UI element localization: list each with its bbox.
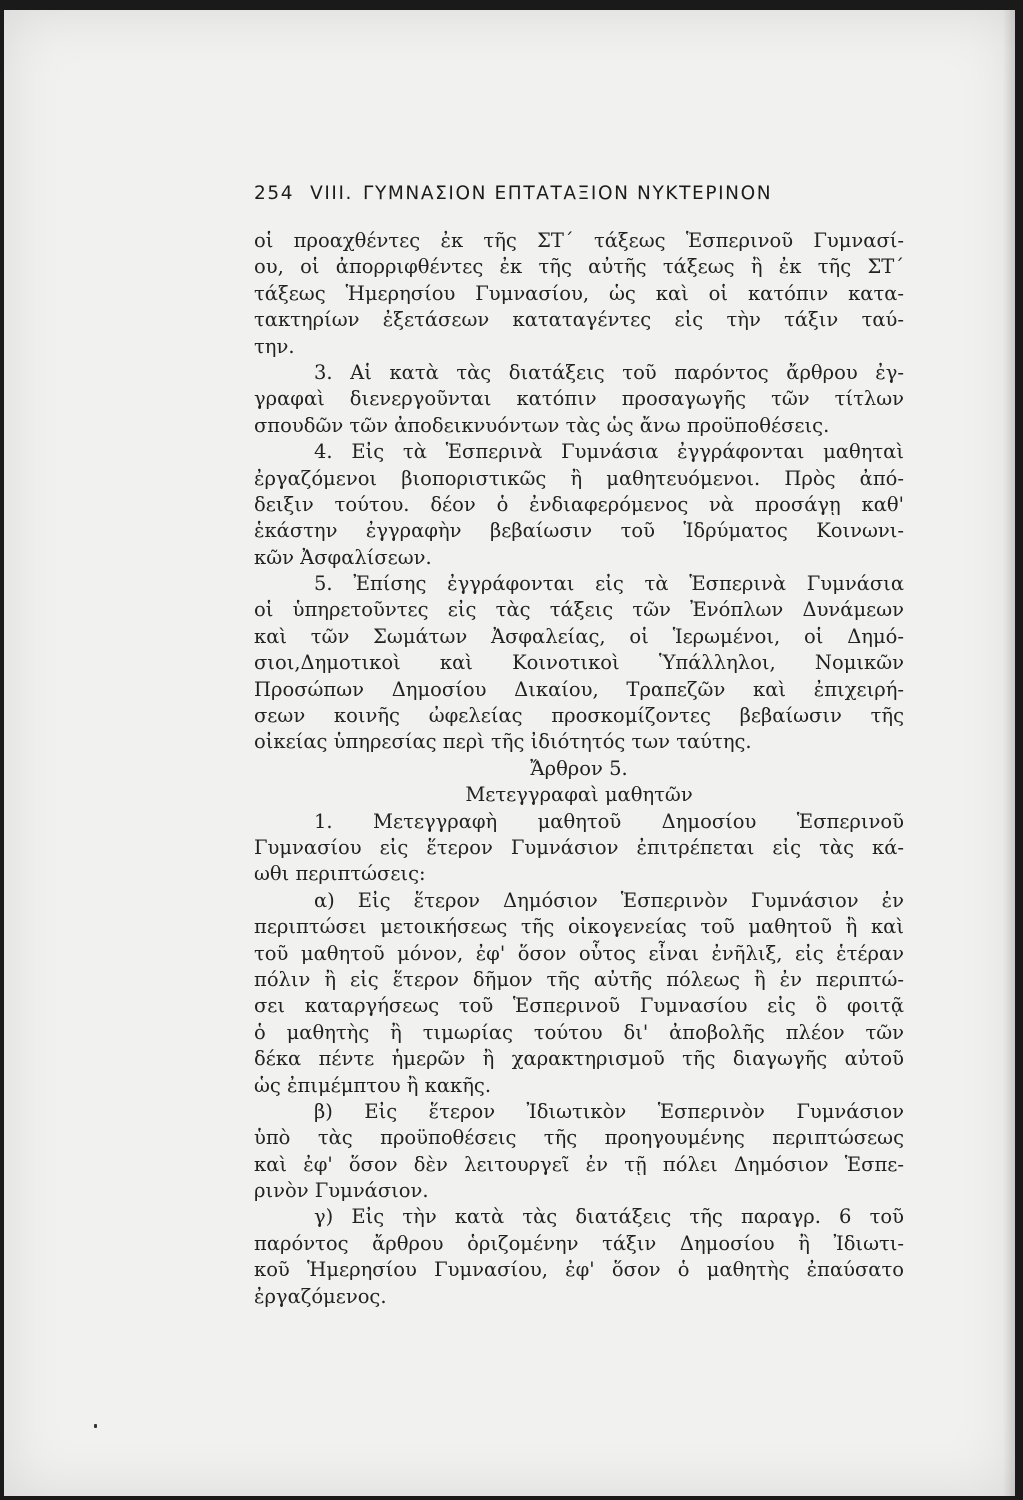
text-line: τακτηρίων ἐξετάσεων καταταγέντες εἰς τὴν τάξιν ταύ- xyxy=(254,308,904,332)
case-b-first-line: β) Εἰς ἕτερον Ἰδιωτικὸν Ἑσπερινὸν Γυμνάσιον xyxy=(314,1099,904,1123)
text-line: παρόντος ἄρθρου ὁριζομένην τάξιν Δημοσίου ἢ Ἰδιωτι- xyxy=(254,1231,904,1255)
text-line: τάξεως Ἡμερησίου Γυμνασίου, ὡς καὶ οἱ κατόπιν κατα- xyxy=(254,281,904,305)
paragraph-3-first-line: 3. Αἱ κατὰ τὰς διατάξεις τοῦ παρόντος ἄρθρου ἐγ- xyxy=(314,360,904,384)
article-heading: Ἄρθρον 5. xyxy=(530,756,628,780)
page-body-text xyxy=(254,228,904,1310)
text-line: σιοι,Δημοτικοὶ καὶ Κοινοτικοὶ Ὑπάλληλοι, Νομικῶν xyxy=(254,651,904,675)
text-line: σπουδῶν τῶν ἀποδεικνυόντων τὰς ὡς ἄνω προϋποθέσεις. xyxy=(254,413,830,437)
text-line: ὁ μαθητὴς ἢ τιμωρίας τούτου δι' ἀποβολῆς πλέον τῶν xyxy=(254,1020,904,1044)
text-line: πόλιν ἢ εἰς ἕτερον δῆμον τῆς αὐτῆς πόλεως ἢ ἐν περιπτώ- xyxy=(254,967,904,991)
text-line: δέκα πέντε ἡμερῶν ἢ χαρακτηρισμοῦ τῆς διαγωγῆς αὐτοῦ xyxy=(254,1047,904,1071)
article-subtitle: Μετεγγραφαὶ μαθητῶν xyxy=(465,783,693,807)
text-line: οἰκείας ὑπηρεσίας περὶ τῆς ἰδιότητός των ταύτης. xyxy=(254,730,752,754)
clause-1-first-line: 1. Μετεγγραφὴ μαθητοῦ Δημοσίου Ἑσπερινοῦ xyxy=(314,809,904,833)
running-header xyxy=(254,183,864,204)
text-line: κῶν Ἀσφαλίσεων. xyxy=(254,545,432,569)
text-line: ἑκάστην ἐγγραφὴν βεβαίωσιν τοῦ Ἱδρύματος Κοινωνι- xyxy=(254,519,904,543)
paragraph-5-first-line: 5. Ἐπίσης ἐγγράφονται εἰς τὰ Ἑσπερινὰ Γυμνάσια xyxy=(314,572,904,596)
case-a-first-line: α) Εἰς ἕτερον Δημόσιον Ἑσπερινὸν Γυμνάσιον ἐν xyxy=(314,888,904,912)
text-line: ωθι περιπτώσεις: xyxy=(254,862,426,886)
text-line: την. xyxy=(254,334,295,358)
text-line: ἐργαζόμενος. xyxy=(254,1284,387,1308)
running-title: ΓΥΜΝΑΣΙΟΝ ΕΠΤΑΤΑΞΙΟΝ ΝΥΚΤΕΡΙΝΟΝ xyxy=(363,183,773,204)
ink-speck xyxy=(94,1424,97,1428)
book-page xyxy=(4,10,1015,1496)
text-line: ὡς ἐπιμέμπτου ἢ κακῆς. xyxy=(254,1073,492,1097)
text-line: ὑπὸ τὰς προϋποθέσεις τῆς προηγουμένης περιπτώσεως xyxy=(254,1126,904,1150)
paragraph-4-first-line: 4. Εἰς τὰ Ἑσπερινὰ Γυμνάσια ἐγγράφονται μαθηταὶ xyxy=(314,440,904,464)
text-line: οἱ ὑπηρετοῦντες εἰς τὰς τάξεις τῶν Ἐνόπλων Δυνάμεων xyxy=(254,598,904,622)
text-line: καὶ τῶν Σωμάτων Ἀσφαλείας, οἱ Ἱερωμένοι, οἱ Δημό- xyxy=(254,624,904,648)
text-line: γραφαὶ διενεργοῦνται κατόπιν προσαγωγῆς τῶν τίτλων xyxy=(254,387,904,411)
text-line: ου, οἱ ἀπορριφθέντες ἐκ τῆς αὐτῆς τάξεως ἢ ἐκ τῆς ΣΤ΄ xyxy=(254,255,904,279)
text-line: κοῦ Ἡμερησίου Γυμνασίου, ἐφ' ὅσον ὁ μαθητὴς ἐπαύσατο xyxy=(254,1258,904,1282)
text-line: τοῦ μαθητοῦ μόνον, ἐφ' ὅσον οὗτος εἶναι ἐνῆλιξ, εἰς ἑτέραν xyxy=(254,941,904,965)
text-line: δειξιν τούτου. δέον ὁ ἐνδιαφερόμενος νὰ προσάγῃ καθ' xyxy=(254,492,904,516)
case-c-first-line: γ) Εἰς τὴν κατὰ τὰς διατάξεις τῆς παραγρ. 6 τοῦ xyxy=(314,1205,904,1229)
text-line: περιπτώσει μετοικήσεως τῆς οἰκογενείας τοῦ μαθητοῦ ἢ καὶ xyxy=(254,915,904,939)
text-line: ρινὸν Γυμνάσιον. xyxy=(254,1179,429,1203)
page-edge-shadow xyxy=(1003,10,1015,1496)
text-line: Προσώπων Δημοσίου Δικαίου, Τραπεζῶν καὶ ἐπιχειρή- xyxy=(254,677,904,701)
text-line: ἐργαζόμενοι βιοποριστικῶς ἢ μαθητευόμενοι. Πρὸς ἀπό- xyxy=(254,466,904,490)
text-line: οἱ προαχθέντες ἐκ τῆς ΣΤ΄ τάξεως Ἑσπερινοῦ Γυμνασί- xyxy=(254,229,904,252)
text-line: σει καταργήσεως τοῦ Ἑσπερινοῦ Γυμνασίου εἰς ὃ φοιτᾷ xyxy=(254,994,904,1018)
chapter-number: VIII. xyxy=(310,183,354,204)
page-number: 254 xyxy=(254,183,295,204)
text-line: καὶ ἐφ' ὅσον δὲν λειτουργεῖ ἐν τῇ πόλει Δημόσιον Ἑσπε- xyxy=(254,1152,904,1176)
text-line: σεων κοινῆς ὠφελείας προσκομίζοντες βεβαίωσιν τῆς xyxy=(254,704,904,728)
text-line: Γυμνασίου εἰς ἕτερον Γυμνάσιον ἐπιτρέπεται εἰς τὰς κά- xyxy=(254,835,904,859)
